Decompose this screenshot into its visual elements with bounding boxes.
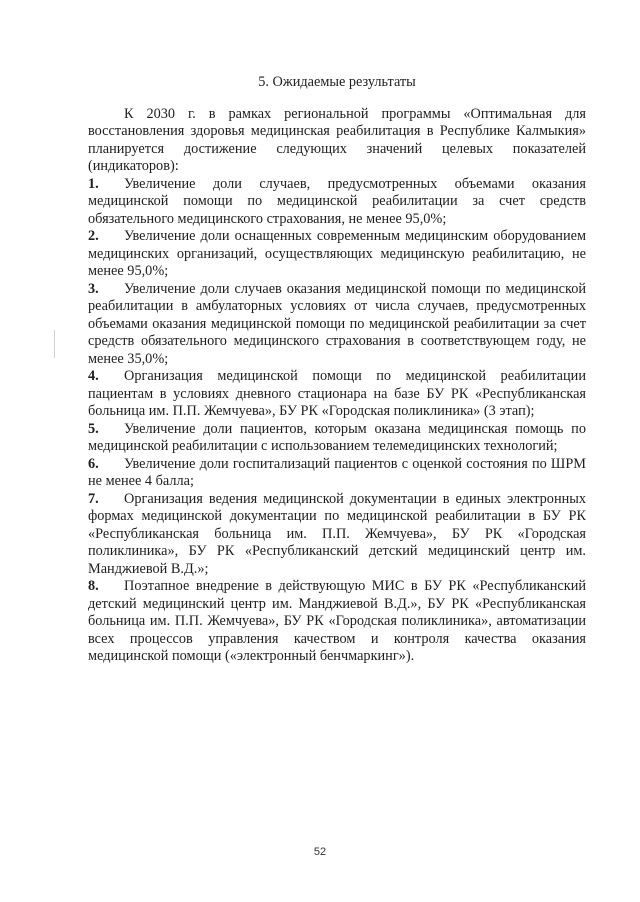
list-item-7 (88, 491, 586, 579)
list-item-text: Увеличение доли оснащенных современным медицинским оборудованием медицинских организаций, осуществляющих медицинскую реабилитацию, не менее 95,0%; (88, 228, 586, 279)
scan-edge-mark (54, 330, 55, 358)
list-item-number: 4. (88, 368, 99, 384)
list-item-number: 8. (88, 578, 99, 594)
list-item-number: 5. (88, 420, 99, 437)
list-item-text: Увеличение доли случаев, предусмотренных объемами оказания медицинской помощи по медицинской реабилитации за счет средств обязательного медицинского страхования, не менее 95,0%; (88, 175, 586, 227)
intro-paragraph: К 2030 г. в рамках региональной программы «Оптимальная для восстановления здоровья медицинская реабилитация в Республике Калмыкия» планируется достижение следующих значений целевых показателей (индикаторов): (88, 105, 586, 174)
list-item-1 (88, 176, 586, 229)
list-item-text: Организация медицинской помощи по медицинской реабилитации пациентам в условиях дневного стационара на базе БУ РК «Республиканская больница им. П.П. Жемчуева», БУ РК «Городская поликлиника» (3 этап); (88, 368, 586, 419)
list-item-text: Увеличение доли случаев оказания медицинской помощи по медицинской реабилитации в амбулаторных условиях от числа случаев, предусмотренных объемами оказания медицинской помощи по медицинской реабилитации за счет средств обязательного медицинского страхования в соответствующем году, не менее 35,0%; (88, 280, 586, 367)
list-item-text: Увеличение доли пациентов, которым оказана медицинская помощь по медицинской реабилитации с использованием телемедицинских технологий; (88, 420, 586, 454)
list-item-2 (88, 228, 586, 281)
list-item-6 (88, 456, 586, 491)
list-item-number: 3. (88, 280, 99, 297)
list-item-3 (88, 281, 586, 369)
list-item-number: 6. (88, 455, 99, 472)
list-item-4 (88, 368, 586, 421)
page-number: 52 (313, 846, 327, 858)
list-item-text: Поэтапное внедрение в действующую МИС в БУ РК «Республиканский детский медицинский центр им. Манджиевой В.Д.», БУ РК «Республиканская больница им. П.П. Жемчуева», БУ РК «Городская поликлиника», автоматизации всех процессов управления качеством и контроля качества оказания медицинской помощи («электронный бенчмаркинг»). (88, 578, 586, 664)
page-content (88, 74, 586, 666)
list-item-text: Организация ведения медицинской документации в единых электронных формах медицинской документации по медицинской реабилитации в БУ РК «Республиканская больница им. П.П. Жемчуева», БУ РК «Городская поликлиника», БУ РК «Республиканский детский медицинский центр им. Манджиевой В.Д.»; (88, 490, 586, 577)
list-item-number: 2. (88, 228, 99, 244)
section-heading: 5. Ожидаемые результаты (258, 74, 416, 90)
list-item-number: 7. (88, 490, 99, 507)
list-item-8 (88, 578, 586, 666)
list-item-text: Увеличение доли госпитализаций пациентов с оценкой состояния по ШРМ не менее 4 балла; (88, 455, 586, 489)
list-item-number: 1. (88, 175, 99, 192)
list-item-5 (88, 421, 586, 456)
